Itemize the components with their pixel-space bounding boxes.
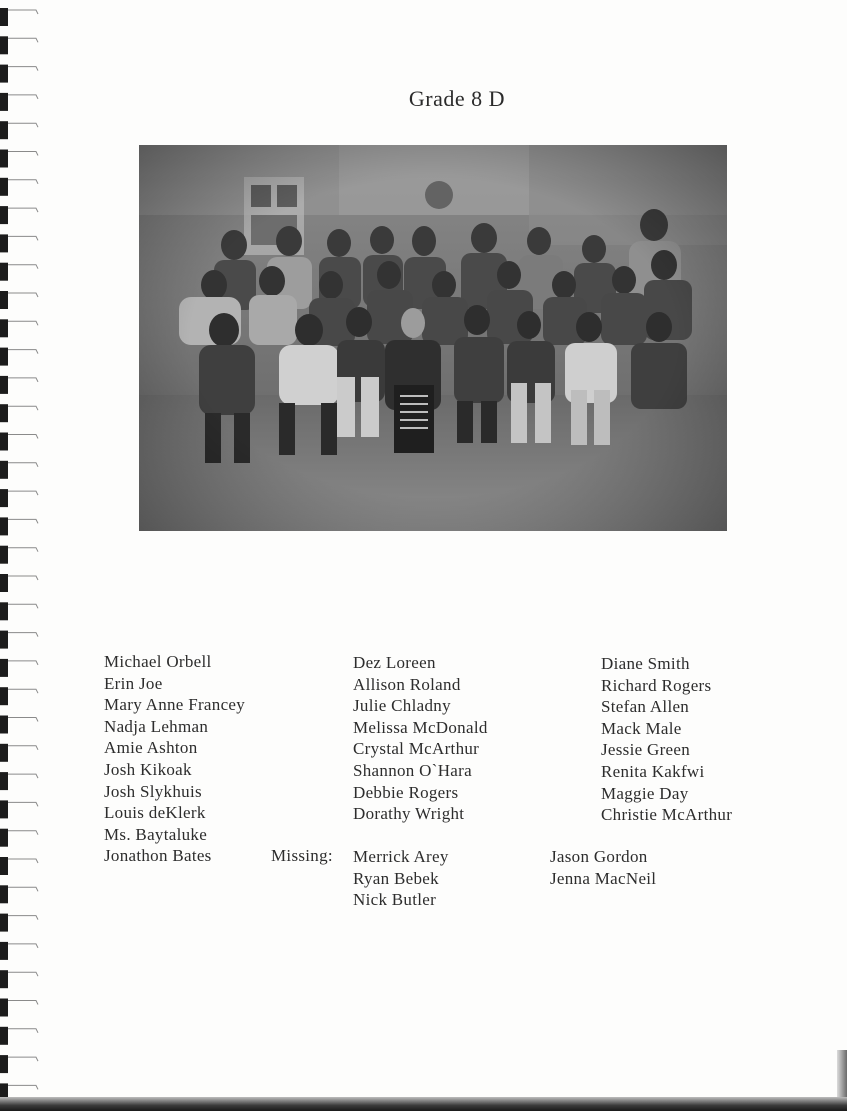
student-name: Mary Anne Francey [104,695,246,715]
student-name: Mack Male [601,718,682,738]
binding-hole [8,463,38,467]
student-name: Dorathy Wright [353,804,465,824]
binding-ring [0,517,8,535]
binding-ring [0,206,8,224]
student-name: Renita Kakfwi [601,761,705,781]
binding-ring [0,829,8,847]
binding-ring [0,1055,8,1073]
student-name: Debbie Rogers [353,782,459,802]
binding-ring [0,857,8,875]
student-name: Maggie Day [601,783,689,803]
student-name: Michael Orbell [104,652,212,671]
binding-hole [8,661,38,665]
binding-hole [8,916,38,920]
student-name: Louis deKlerk [104,803,206,823]
binding-ring [0,291,8,309]
binding-hole [8,604,38,608]
binding-hole [8,378,38,382]
binding-hole [8,491,38,495]
student-name: Julie Chladny [353,696,451,716]
student-name: Diane Smith [601,654,690,673]
binding-hole [8,689,38,693]
binding-ring [0,885,8,903]
binding-ring [0,263,8,281]
binding-ring [0,178,8,196]
binding-ring [0,687,8,705]
binding-ring [0,942,8,960]
binding-hole [8,406,38,410]
student-name: Ryan Bebek [353,868,439,888]
binding-ring [0,716,8,734]
student-list-column-1 [104,651,245,867]
binding-hole [8,350,38,354]
student-name: Melissa McDonald [353,717,488,737]
binding-hole [8,265,38,269]
binding-hole [8,633,38,637]
binding-hole [8,152,38,156]
binding-hole [8,576,38,580]
binding-ring [0,489,8,507]
page-bottom-edge [0,1097,847,1111]
student-list-column-2 [353,652,488,825]
binding-hole [8,293,38,297]
student-name: Jessie Green [601,740,691,760]
binding-hole [8,435,38,439]
missing-label: Missing: [271,846,333,865]
binding-hole [8,718,38,722]
binding-hole [8,887,38,891]
binding-hole [8,746,38,750]
student-name: Josh Kikoak [104,759,192,779]
missing-list-column-2 [550,846,656,889]
binding-ring [0,574,8,592]
student-name: Allison Roland [353,674,461,694]
spiral-binding [0,0,42,1111]
binding-hole [8,944,38,948]
binding-ring [0,121,8,139]
binding-hole [8,180,38,184]
binding-ring [0,65,8,83]
binding-ring [0,914,8,932]
binding-ring [0,800,8,818]
binding-ring [0,433,8,451]
student-list-column-3 [601,653,732,826]
binding-hole [8,548,38,552]
student-name: Amie Ashton [104,738,198,758]
binding-hole [8,774,38,778]
binding-hole [8,208,38,212]
student-name: Shannon O`Hara [353,760,472,780]
binding-hole [8,859,38,863]
binding-ring [0,36,8,54]
student-name: Josh Slykhuis [104,781,202,801]
binding-ring [0,404,8,422]
binding-ring [0,234,8,252]
page-title: Grade 8 D [408,86,506,111]
student-name: Stefan Allen [601,697,690,717]
binding-hole [8,519,38,523]
binding-hole [8,38,38,42]
binding-ring [0,659,8,677]
binding-ring [0,8,8,26]
student-name: Nadja Lehman [104,716,209,736]
student-name: Erin Joe [104,673,163,693]
binding-hole [8,321,38,325]
binding-hole [8,831,38,835]
student-name: Christie McArthur [601,805,733,825]
binding-hole [8,10,38,14]
student-name: Merrick Arey [353,847,449,866]
binding-ring [0,319,8,337]
binding-ring [0,150,8,168]
binding-hole [8,123,38,127]
student-name: Dez Loreen [353,653,436,672]
student-name: Jonathon Bates [104,846,212,866]
binding-ring [0,772,8,790]
binding-hole [8,972,38,976]
class-photo-image [139,145,727,531]
binding-hole [8,1029,38,1033]
binding-hole [8,1057,38,1061]
binding-ring [0,348,8,366]
class-photo [139,145,727,531]
binding-hole [8,1085,38,1089]
binding-hole [8,1001,38,1005]
student-name: Crystal McArthur [353,739,480,759]
binding-ring [0,1027,8,1045]
binding-ring [0,602,8,620]
missing-list-column-1 [353,846,449,911]
student-name: Jason Gordon [550,847,648,866]
binding-ring [0,376,8,394]
student-name: Ms. Baytaluke [104,824,208,844]
binding-ring [0,744,8,762]
binding-hole [8,236,38,240]
binding-ring [0,461,8,479]
binding-ring [0,546,8,564]
binding-ring [0,970,8,988]
binding-hole [8,802,38,806]
student-name: Jenna MacNeil [550,868,657,888]
binding-hole [8,67,38,71]
student-name: Nick Butler [353,890,437,910]
student-name: Richard Rogers [601,675,712,695]
binding-ring [0,631,8,649]
binding-ring [0,999,8,1017]
